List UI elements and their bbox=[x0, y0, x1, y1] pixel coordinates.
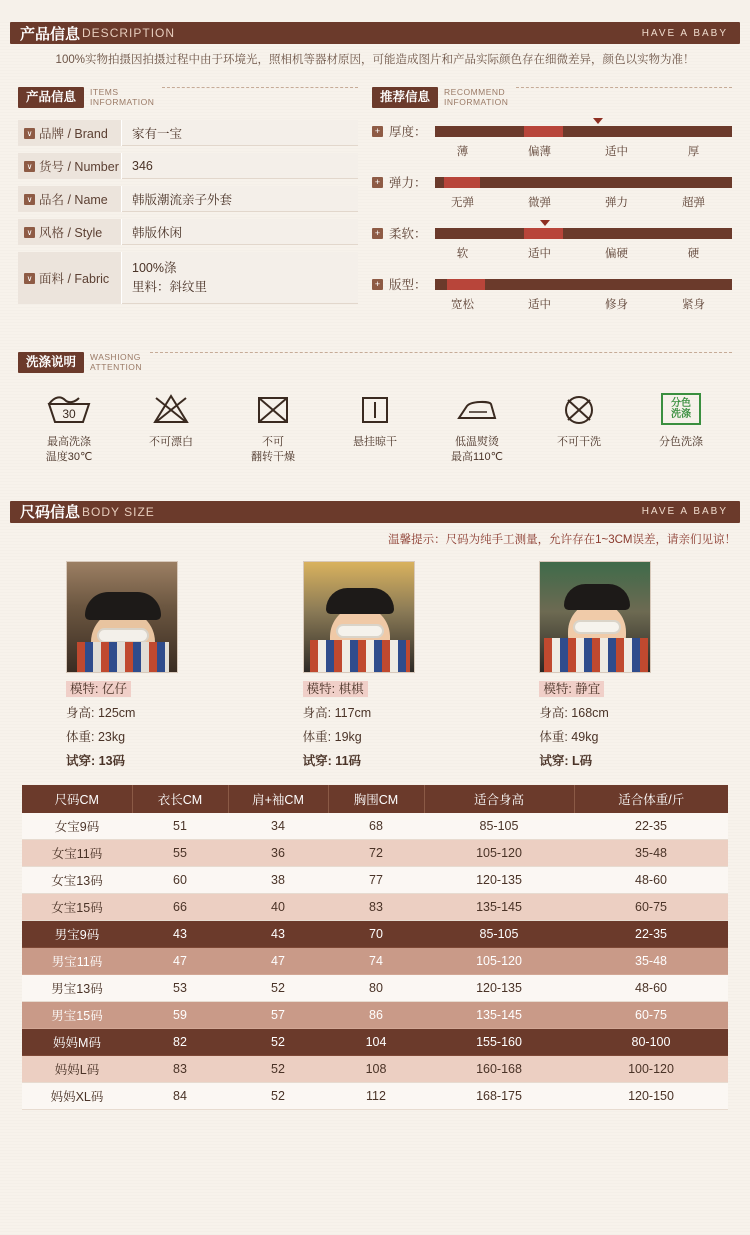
wash-care-caption bbox=[46, 435, 93, 465]
no-dry-clean-icon bbox=[561, 389, 597, 429]
table-row bbox=[22, 1001, 728, 1028]
table-cell: 52 bbox=[228, 974, 328, 1001]
table-cell: 83 bbox=[328, 893, 424, 920]
model-name-line bbox=[303, 679, 368, 697]
fabric-line-2: 里料：斜纹里 bbox=[132, 279, 208, 294]
table-cell: 52 bbox=[228, 1028, 328, 1055]
wash-care-item bbox=[630, 389, 732, 465]
recommend-tag-en-1: RECOMMEND bbox=[444, 87, 506, 98]
table-cell: 男宝9码 bbox=[22, 920, 132, 947]
table-cell: 135-145 bbox=[424, 893, 574, 920]
wash-care-caption bbox=[251, 435, 295, 465]
model-try-size: 试穿: 11码 bbox=[302, 753, 362, 768]
table-cell: 70 bbox=[328, 920, 424, 947]
items-info-tag: 产品信息 bbox=[18, 87, 84, 108]
recommend-meters bbox=[372, 122, 732, 312]
meter-tick: 偏硬 bbox=[605, 248, 628, 261]
model-card bbox=[20, 561, 257, 769]
model-weight: 体重: 19kg bbox=[302, 729, 362, 744]
wash-tub-30-icon bbox=[45, 389, 93, 429]
table-cell: 108 bbox=[328, 1055, 424, 1082]
body-size-title-en: BODY SIZE bbox=[82, 504, 155, 519]
info-row-label: 货号 / Number bbox=[39, 160, 119, 175]
meter-fill bbox=[444, 177, 480, 188]
items-info-rule bbox=[162, 87, 358, 88]
meter-tick: 软 bbox=[456, 248, 469, 261]
table-cell: 82 bbox=[132, 1028, 228, 1055]
table-cell: 男宝15码 bbox=[22, 1001, 132, 1028]
table-header-cell: 肩+袖CM bbox=[228, 785, 328, 813]
table-cell: 48-60 bbox=[574, 866, 728, 893]
separate-wash-icon bbox=[661, 389, 701, 429]
table-header-cell: 适合体重/斤 bbox=[574, 785, 728, 813]
table-header-cell: 胸围CM bbox=[328, 785, 424, 813]
model-card bbox=[257, 561, 494, 769]
meter-tick: 硬 bbox=[687, 248, 700, 261]
table-row bbox=[22, 974, 728, 1001]
table-cell: 22-35 bbox=[574, 920, 728, 947]
table-header-cell: 适合身高 bbox=[424, 785, 574, 813]
table-cell: 女宝9码 bbox=[22, 813, 132, 840]
model-card bbox=[493, 561, 730, 769]
no-bleach-icon bbox=[151, 389, 191, 429]
table-cell: 47 bbox=[228, 947, 328, 974]
table-row bbox=[22, 947, 728, 974]
table-cell: 女宝15码 bbox=[22, 893, 132, 920]
items-info-rows bbox=[18, 120, 358, 304]
info-row-label: 品牌 / Brand bbox=[39, 127, 108, 142]
table-cell: 38 bbox=[228, 866, 328, 893]
table-cell: 80 bbox=[328, 974, 424, 1001]
washing-icons bbox=[18, 389, 732, 465]
washing-section bbox=[18, 352, 732, 465]
recommend-subhead bbox=[372, 87, 732, 108]
plus-icon: + bbox=[372, 228, 383, 239]
info-row-value: 346 bbox=[122, 153, 358, 179]
meter-bar bbox=[435, 177, 732, 188]
svg-text:30: 30 bbox=[62, 407, 76, 422]
table-cell: 52 bbox=[228, 1055, 328, 1082]
table-cell: 22-35 bbox=[574, 813, 728, 840]
meter-tick: 紧身 bbox=[682, 299, 705, 312]
wash-care-caption bbox=[659, 435, 703, 450]
table-cell: 104 bbox=[328, 1028, 424, 1055]
table-cell: 40 bbox=[228, 893, 328, 920]
table-cell: 77 bbox=[328, 866, 424, 893]
table-row bbox=[22, 1055, 728, 1082]
model-photo bbox=[539, 561, 651, 673]
meter-elasticity bbox=[372, 173, 732, 210]
meter-fill bbox=[524, 126, 563, 137]
table-cell: 120-150 bbox=[574, 1082, 728, 1109]
model-height: 身高: 168cm bbox=[539, 705, 609, 720]
table-cell: 35-48 bbox=[574, 947, 728, 974]
meter-top bbox=[372, 122, 732, 140]
meter-tick: 薄 bbox=[456, 146, 469, 159]
meter-bar bbox=[435, 126, 732, 137]
table-cell: 妈妈L码 bbox=[22, 1055, 132, 1082]
meter-ticks bbox=[424, 245, 732, 261]
meter-bar bbox=[435, 228, 732, 239]
table-cell: 60-75 bbox=[574, 1001, 728, 1028]
items-info-tag-en bbox=[90, 88, 154, 108]
table-cell: 34 bbox=[228, 813, 328, 840]
model-try-size: 试穿: L码 bbox=[539, 753, 593, 768]
info-row-label-cell bbox=[18, 153, 122, 179]
washing-tag: 洗涤说明 bbox=[18, 352, 84, 373]
items-info-tag-en-2: INFORMATION bbox=[90, 97, 155, 108]
table-row bbox=[22, 866, 728, 893]
size-table-body bbox=[22, 813, 728, 1110]
chevron-down-icon: ∨ bbox=[24, 273, 35, 284]
table-cell: 59 bbox=[132, 1001, 228, 1028]
wash-care-item bbox=[120, 389, 222, 465]
meter-tick: 弹力 bbox=[605, 197, 628, 210]
table-cell: 47 bbox=[132, 947, 228, 974]
table-cell: 60 bbox=[132, 866, 228, 893]
cap-line-1: 不可干洗 bbox=[557, 436, 601, 449]
table-cell: 168-175 bbox=[424, 1082, 574, 1109]
meter-label: 弹力： bbox=[389, 176, 427, 191]
table-row bbox=[22, 893, 728, 920]
meter-fill bbox=[524, 228, 563, 239]
cap-line-1: 悬挂晾干 bbox=[353, 436, 397, 449]
model-height: 身高: 117cm bbox=[302, 705, 372, 720]
table-cell: 51 bbox=[132, 813, 228, 840]
table-cell: 105-120 bbox=[424, 947, 574, 974]
chevron-down-icon: ∨ bbox=[24, 161, 35, 172]
model-photo bbox=[303, 561, 415, 673]
model-name: 模特: 亿仔 bbox=[66, 681, 131, 697]
description-banner-right: HAVE A BABY bbox=[641, 27, 728, 39]
info-row-label-cell bbox=[18, 252, 122, 304]
meter-ticks bbox=[424, 143, 732, 159]
info-row bbox=[18, 219, 358, 245]
items-info-tag-en-1: ITEMS bbox=[90, 87, 119, 98]
body-size-banner-right: HAVE A BABY bbox=[641, 506, 728, 518]
table-cell: 86 bbox=[328, 1001, 424, 1028]
body-size-title: 尺码信息 bbox=[20, 504, 81, 522]
meter-marker-icon bbox=[540, 220, 550, 226]
description-title: 产品信息 bbox=[20, 25, 81, 43]
washing-tag-en bbox=[90, 353, 142, 373]
table-cell: 妈妈XL码 bbox=[22, 1082, 132, 1109]
recommend-column bbox=[372, 87, 732, 326]
model-photo bbox=[66, 561, 178, 673]
table-cell: 57 bbox=[228, 1001, 328, 1028]
description-banner bbox=[10, 22, 740, 44]
table-cell: 男宝11码 bbox=[22, 947, 132, 974]
table-row bbox=[22, 839, 728, 866]
wash-care-item bbox=[426, 389, 528, 465]
meter-tick: 适中 bbox=[528, 248, 551, 261]
table-cell: 100-120 bbox=[574, 1055, 728, 1082]
plus-icon: + bbox=[372, 279, 383, 290]
info-row bbox=[18, 120, 358, 146]
table-cell: 妈妈M码 bbox=[22, 1028, 132, 1055]
chevron-down-icon: ∨ bbox=[24, 128, 35, 139]
meter-label: 厚度： bbox=[389, 125, 427, 140]
wash-care-caption bbox=[353, 435, 397, 450]
table-cell: 男宝13码 bbox=[22, 974, 132, 1001]
table-cell: 43 bbox=[132, 920, 228, 947]
table-cell: 35-48 bbox=[574, 839, 728, 866]
table-cell: 43 bbox=[228, 920, 328, 947]
table-row bbox=[22, 813, 728, 840]
meter-top bbox=[372, 275, 732, 293]
table-cell: 36 bbox=[228, 839, 328, 866]
meter-thickness bbox=[372, 122, 732, 159]
info-row-value: 韩版休闲 bbox=[122, 219, 358, 245]
meter-tick: 修身 bbox=[605, 299, 628, 312]
model-weight: 体重: 23kg bbox=[66, 729, 126, 744]
info-row-label-cell bbox=[18, 186, 122, 212]
description-title-en: DESCRIPTION bbox=[82, 26, 176, 40]
meter-tick: 适中 bbox=[528, 299, 551, 312]
iron-low-icon bbox=[455, 389, 499, 429]
model-name-line bbox=[66, 679, 131, 697]
table-cell: 女宝13码 bbox=[22, 866, 132, 893]
table-cell: 155-160 bbox=[424, 1028, 574, 1055]
table-cell: 52 bbox=[228, 1082, 328, 1109]
recommend-tag-en bbox=[444, 88, 508, 108]
washing-subhead bbox=[18, 352, 732, 373]
recommend-tag-en-2: INFORMATION bbox=[444, 97, 509, 108]
models-row bbox=[0, 561, 750, 769]
meter-bar bbox=[435, 279, 732, 290]
plus-icon: + bbox=[372, 126, 383, 137]
description-note: 100%实物拍摄因拍摄过程中由于环境光，照相机等器材原因，可能造成图片和产品实际颜色存在细微差异，颜色以实物为准！ bbox=[55, 54, 695, 66]
meter-tick: 宽松 bbox=[451, 299, 474, 312]
info-columns bbox=[0, 87, 750, 326]
model-try-size: 试穿: 13码 bbox=[66, 753, 126, 768]
meter-ticks bbox=[424, 194, 732, 210]
items-info-subhead bbox=[18, 87, 358, 108]
table-cell: 55 bbox=[132, 839, 228, 866]
info-row-label: 风格 / Style bbox=[39, 226, 103, 241]
cap-line-1: 不可漂白 bbox=[149, 436, 193, 449]
cap-line-1: 分色洗涤 bbox=[659, 436, 703, 449]
size-table bbox=[22, 785, 728, 1110]
meter-top bbox=[372, 173, 732, 191]
meter-softness bbox=[372, 224, 732, 261]
washing-tag-en-2: ATTENTION bbox=[90, 362, 143, 373]
items-info-column bbox=[18, 87, 358, 326]
wash-care-caption bbox=[557, 435, 601, 450]
wash-care-item bbox=[222, 389, 324, 465]
table-cell: 85-105 bbox=[424, 813, 574, 840]
wash-care-item bbox=[528, 389, 630, 465]
meter-tick: 超弹 bbox=[682, 197, 705, 210]
table-cell: 60-75 bbox=[574, 893, 728, 920]
table-cell: 120-135 bbox=[424, 974, 574, 1001]
meter-label: 柔软： bbox=[389, 227, 427, 242]
table-cell: 66 bbox=[132, 893, 228, 920]
table-cell: 80-100 bbox=[574, 1028, 728, 1055]
meter-fit bbox=[372, 275, 732, 312]
table-header-cell: 尺码CM bbox=[22, 785, 132, 813]
recommend-rule bbox=[516, 87, 732, 88]
meter-tick: 无弹 bbox=[451, 197, 474, 210]
fabric-line-1: 100%涤 bbox=[132, 261, 177, 275]
table-row bbox=[22, 1028, 728, 1055]
table-header-cell: 衣长CM bbox=[132, 785, 228, 813]
table-header-row bbox=[22, 785, 728, 813]
info-row-label: 品名 / Name bbox=[39, 193, 108, 208]
wash-care-item bbox=[18, 389, 120, 465]
info-row-label: 面料 / Fabric bbox=[39, 272, 110, 287]
meter-fill bbox=[447, 279, 486, 290]
table-cell: 120-135 bbox=[424, 866, 574, 893]
separate-wash-badge-line-1: 分色 bbox=[671, 398, 691, 410]
cap-line-2: 翻转干燥 bbox=[251, 451, 295, 464]
table-cell: 72 bbox=[328, 839, 424, 866]
meter-marker-icon bbox=[593, 118, 603, 124]
table-row bbox=[22, 920, 728, 947]
info-row-value: 家有一宝 bbox=[122, 120, 358, 146]
plus-icon: + bbox=[372, 177, 383, 188]
chevron-down-icon: ∨ bbox=[24, 227, 35, 238]
info-row-value: 韩版潮流亲子外套 bbox=[122, 186, 358, 212]
cap-line-1: 最高洗涤 bbox=[47, 436, 91, 449]
size-tip: 温馨提示：尺码为纯手工测量，允许存在1~3CM误差，请亲们见谅！ bbox=[388, 533, 736, 546]
model-weight: 体重: 49kg bbox=[539, 729, 599, 744]
table-cell: 112 bbox=[328, 1082, 424, 1109]
separate-wash-badge-line-2: 洗涤 bbox=[671, 409, 691, 421]
model-name: 模特: 棋棋 bbox=[303, 681, 368, 697]
meter-tick: 微弹 bbox=[528, 197, 551, 210]
model-name: 模特: 静宜 bbox=[539, 681, 604, 697]
meter-tick: 适中 bbox=[605, 146, 628, 159]
table-cell: 160-168 bbox=[424, 1055, 574, 1082]
table-cell: 105-120 bbox=[424, 839, 574, 866]
model-name-line bbox=[539, 679, 604, 697]
chevron-down-icon: ∨ bbox=[24, 194, 35, 205]
wash-care-item bbox=[324, 389, 426, 465]
info-row-value-multiline bbox=[122, 252, 358, 304]
meter-tick: 偏薄 bbox=[528, 146, 551, 159]
cap-line-2: 温度30℃ bbox=[45, 451, 93, 464]
no-tumble-dry-icon bbox=[255, 389, 291, 429]
info-row bbox=[18, 186, 358, 212]
product-detail-page bbox=[0, 22, 750, 1235]
meter-label: 版型： bbox=[389, 278, 427, 293]
table-row bbox=[22, 1082, 728, 1109]
wash-care-caption bbox=[149, 435, 193, 450]
washing-rule bbox=[150, 352, 732, 353]
table-cell: 83 bbox=[132, 1055, 228, 1082]
info-row-label-cell bbox=[18, 120, 122, 146]
table-cell: 68 bbox=[328, 813, 424, 840]
cap-line-2: 最高110℃ bbox=[451, 451, 503, 464]
info-row bbox=[18, 252, 358, 304]
cap-line-1: 不可 bbox=[262, 436, 284, 449]
model-height: 身高: 125cm bbox=[66, 705, 136, 720]
body-size-banner bbox=[10, 501, 740, 523]
info-row-label-cell bbox=[18, 219, 122, 245]
table-cell: 女宝11码 bbox=[22, 839, 132, 866]
washing-tag-en-1: WASHIONG bbox=[90, 352, 141, 363]
recommend-tag: 推荐信息 bbox=[372, 87, 438, 108]
meter-ticks bbox=[424, 296, 732, 312]
meter-tick: 厚 bbox=[687, 146, 700, 159]
table-cell: 48-60 bbox=[574, 974, 728, 1001]
table-cell: 84 bbox=[132, 1082, 228, 1109]
meter-top bbox=[372, 224, 732, 242]
table-cell: 74 bbox=[328, 947, 424, 974]
line-dry-icon bbox=[357, 389, 393, 429]
cap-line-1: 低温熨烫 bbox=[454, 436, 499, 449]
table-cell: 85-105 bbox=[424, 920, 574, 947]
wash-care-caption bbox=[451, 435, 503, 465]
table-cell: 53 bbox=[132, 974, 228, 1001]
table-cell: 135-145 bbox=[424, 1001, 574, 1028]
info-row bbox=[18, 153, 358, 179]
